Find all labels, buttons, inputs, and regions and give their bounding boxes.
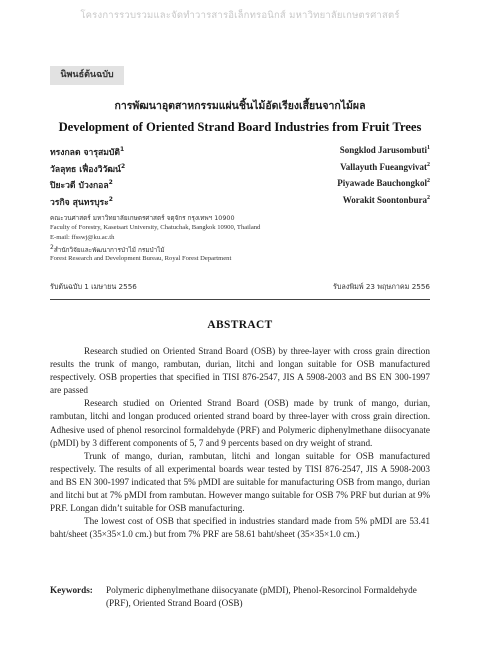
abstract-heading: ABSTRACT <box>207 319 273 331</box>
author-row <box>50 145 430 162</box>
corresponding-email: E-mail: ffsswj@ku.ac.th <box>50 234 115 241</box>
affiliations <box>50 213 430 266</box>
affiliation-faculty-english: Faculty of Forestry, Kasetsart University, Chatuchak, Bangkok 10900, Thailand <box>50 223 261 231</box>
author-row <box>50 162 430 179</box>
author-row <box>50 178 430 195</box>
section-divider <box>50 299 430 300</box>
affiliation-rfd-thai: $^2$สำนักวิจัยและพัฒนาการป่าไม้ กรมป่าไม้ <box>50 243 165 254</box>
keywords-text: Polymeric diphenylmethane diisocyanate (pMDI), Phenol-Resorcinol Formaldehyde (PRF), Oriented Strand Board (OSB) <box>106 585 417 609</box>
author-name-thai: ปิยะวดี บัวงกอล$^2$ <box>50 179 113 191</box>
author-name-english: Songklod Jarusombuti$^1$ <box>339 145 430 155</box>
author-row <box>50 195 430 212</box>
author-name-english: Piyawade Bauchongkol$^2$ <box>337 178 430 188</box>
author-name-thai: วัลลุทธ เฟื่องวิวัฒน์$^2$ <box>50 162 126 175</box>
article-type-badge: นิพนธ์ต้นฉบับ <box>50 66 124 85</box>
keywords-label: Keywords: <box>50 585 93 595</box>
author-name-english: Vallayuth Fueangvivat$^2$ <box>340 161 430 172</box>
title-english: Development of Oriented Strand Board Industries from Fruit Trees <box>58 120 422 134</box>
keywords <box>50 584 430 610</box>
author-name-english: Worakit Soontonbura$^2$ <box>342 194 430 205</box>
abstract-paragraph: Trunk of mango, durian, rambutan, litchi and longan suitable for OSB manufactured respectively. The results of all experimental boards wear tested by TISI 876-2547, JIS A 5908-2003 and BS EN 300-1997 indicated that 5% pMDI are suitable for manufacturing OSB from mango, durian and litchi but at 7% pMDI from rambutan. However mango suitable for OSB 7% PRF but durian at 9% PRF. Longan didn’t suitable for OSB manufacturing. <box>50 450 430 514</box>
accepted-date: รับลงพิมพ์ 23 พฤษภาคม 2556 <box>333 282 430 291</box>
affiliation-rfd-english: Forest Research and Development Bureau, Royal Forest Department <box>50 255 232 262</box>
article-dates <box>50 282 430 294</box>
author-name-thai: ทรงกลด จารุสมบัติ$^1$ <box>50 146 125 158</box>
abstract-paragraph: Research studied on Oriented Strand Board (OSB) by three-layer with cross grain direction results the trunk of mango, rambutan, durian, litchi and longan suitable for OSB manufactured respectively. OSB properties that specified in TISI 876-2547, JIS A 5908-2003 and BS EN 300-1997 are passed <box>50 346 430 396</box>
received-date: รับต้นฉบับ 1 เมษายน 2556 <box>50 282 137 291</box>
abstract-paragraph: The lowest cost of OSB that specified in industries standard made from 5% pMDI are 53.41 baht/sheet (35×35×1.0 cm.) but from 7% PRF are 58.61 baht/sheet (35×35×1.0 cm.) <box>50 516 430 540</box>
author-name-thai: วรกิจ สุนทรบุระ$^2$ <box>50 195 113 208</box>
affiliation-faculty-thai: คณะวนศาสตร์ มหาวิทยาลัยเกษตรศาสตร์ จตุจักร กรุงเทพฯ 10900 <box>50 214 235 222</box>
abstract-body <box>50 345 430 541</box>
abstract-paragraph: Research studied on Oriented Strand Board (OSB) made by trunk of mango, durian, rambutan, litchi and longan produced oriented strand board by three-layer with cross grain direction. Adhesive used of phenol resorcinol formaldehyde (PRF) and Polymeric diphenylmethane diisocyanate (pMDI) by 3 different components of 5, 7 and 9 percents based on dry weight of strand. <box>50 398 430 448</box>
author-list <box>50 145 430 211</box>
title-thai: การพัฒนาอุตสาหกรรมแผ่นชิ้นไม้อัดเรียงเสี้ยนจากไม้ผล <box>114 100 366 112</box>
journal-watermark: โครงการรวบรวมและจัดทำวารสารอิเล็กทรอนิกส์ มหาวิทยาลัยเกษตรศาสตร์ <box>80 10 400 21</box>
